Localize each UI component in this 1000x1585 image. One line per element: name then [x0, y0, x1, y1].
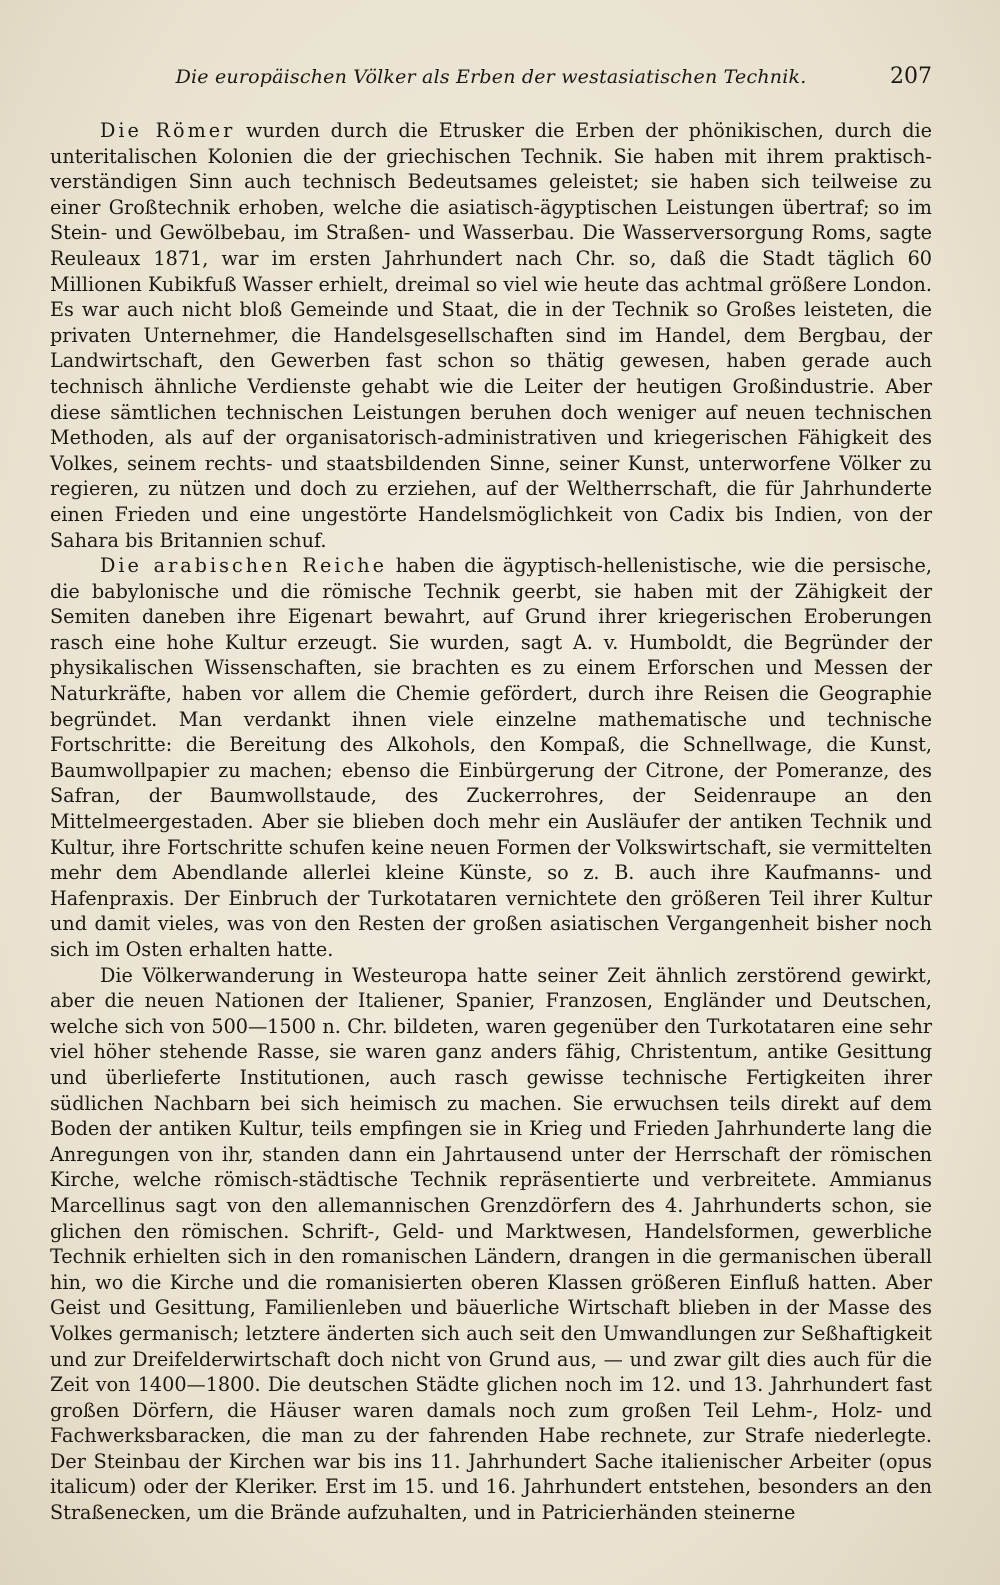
paragraph-arabische-reiche	[50, 553, 932, 963]
paragraph-voelkerwanderung	[50, 963, 932, 1526]
paragraph-roemer-text: wurden durch die Etrusker die Erben der phönikischen, durch die unteritalischen Kolonien die der griechischen Technik. Sie haben mit ihrem praktisch-verständigen Sinn auch technisch Bedeutsames geleistet; sie haben sich teilweise zu einer Großtechnik erhoben, welche die asiatisch-ägyptischen Leistungen übertraf; so im Stein- und Gewölbebau, im Straßen- und Wasserbau. Die Wasserversorgung Roms, sagte Reuleaux 1871, war im ersten Jahrhundert nach Chr. so, daß die Stadt täglich 60 Millionen Kubikfuß Wasser erhielt, dreimal so viel wie heute das achtmal größere London. Es war auch nicht bloß Gemeinde und Staat, die in der Technik so Großes leisteten, die privaten Unternehmer, die Handelsgesellschaften sind im Handel, dem Bergbau, der Landwirtschaft, den Gewerben fast schon so thätig gewesen, haben gerade auch technisch ähnliche Verdienste gehabt wie die Leiter der heutigen Großindustrie. Aber diese sämtlichen technischen Leistungen beruhen doch weniger auf neuen technischen Methoden, als auf der organisatorisch-administrativen und kriegerischen Fähigkeit des Volkes, seinem rechts- und staatsbildenden Sinne, seiner Kunst, unterworfene Völker zu regieren, zu nützen und doch zu erziehen, auf der Weltherrschaft, die für Jahrhunderte einen Frieden und eine ungestörte Handelsmöglichkeit von Cadix bis Indien, von der Sahara bis Britannien schuf.	[50, 119, 932, 552]
page-header	[50, 66, 932, 94]
emphasis-roemer: Die Römer	[100, 119, 236, 142]
paragraph-arabische-reiche-text: haben die ägyptisch-hellenistische, wie die persische, die babylonische und die römische Technik geerbt, sie haben mit der Zähigkeit der Semiten daneben ihre Eigenart bewahrt, auf Grund ihrer kriegerischen Eroberungen rasch eine hohe Kultur erzeugt. Sie wurden, sagt A. v. Humboldt, die Begründer der physikalischen Wissenschaften, sie brachten es zu einem Erforschen und Messen der Naturkräfte, haben vor allem die Chemie gefördert, durch ihre Reisen die Geographie begründet. Man verdankt ihnen viele einzelne mathematische und technische Fortschritte: die Bereitung des Alkohols, den Kompaß, die Schnellwage, die Kunst, Baumwollpapier zu machen; ebenso die Einbürgerung der Citrone, der Pomeranze, des Safran, der Baumwollstaude, des Zuckerrohres, der Seidenraupe an den Mittelmeergestaden. Aber sie blieben doch mehr ein Ausläufer der antiken Technik und Kultur, ihre Fortschritte schufen keine neuen Formen der Volkswirtschaft, sie vermittelten mehr dem Abendlande allerlei kleine Künste, so z. B. auch ihre Kaufmanns- und Hafenpraxis. Der Einbruch der Turkotataren vernichtete den größeren Teil ihrer Kultur und damit vieles, was von den Resten der großen asiatischen Vergangenheit bisher noch sich im Osten erhalten hatte.	[50, 554, 933, 961]
running-title: Die europäischen Völker als Erben der westasiatischen Technik.	[175, 66, 807, 88]
paragraph-voelkerwanderung-text: Die Völkerwanderung in Westeuropa hatte seiner Zeit ähnlich zerstörend gewirkt, aber die neuen Nationen der Italiener, Spanier, Franzosen, Engländer und Deutschen, welche sich von 500—1500 n. Chr. bildeten, waren gegenüber den Turkotataren eine sehr viel höher stehende Rasse, sie waren ganz anders fähig, Christentum, antike Gesittung und überlieferte Institutionen, auch rasch gewisse technische Fertigkeiten ihrer südlichen Nachbarn bei sich heimisch zu machen. Sie erwuchsen teils direkt auf dem Boden der antiken Kultur, teils empfingen sie in Krieg und Frieden Jahrhunderte lang die Anregungen von ihr, standen dann ein Jahrtausend unter der Herrschaft der römischen Kirche, welche römisch-städtische Technik repräsentierte und verbreitete. Ammianus Marcellinus sagt von den allemannischen Grenzdörfern des 4. Jahrhunderts schon, sie glichen den römischen. Schrift-, Geld- und Marktwesen, Handelsformen, gewerbliche Technik erhielten sich in den romanischen Ländern, drangen in die germanischen überall hin, wo die Kirche und die romanisierten oberen Klassen größeren Einfluß hatten. Aber Geist und Gesittung, Familienleben und bäuerliche Wirtschaft blieben in der Masse des Volkes germanisch; letztere änderten sich auch seit den Umwandlungen zur Seßhaftigkeit und zur Dreifelderwirtschaft doch nicht von Grund aus, — und zwar gilt dies auch für die Zeit von 1400—1800. Die deutschen Städte glichen noch im 12. und 13. Jahrhundert fast großen Dörfern, die Häuser waren damals noch zum großen Teil Lehm-, Holz- und Fachwerksbaracken, die man zu der fahrenden Habe rechnete, zur Strafe niederlegte. Der Steinbau der Kirchen war bis ins 11. Jahrhundert Sache italienischer Arbeiter (opus italicum) oder der Kleriker. Erst im 15. und 16. Jahrhundert entstehen, besonders an den Straßenecken, um die Brände aufzuhalten, und in Patricierhänden steinerne	[50, 963, 932, 1525]
paragraph-roemer	[50, 118, 932, 553]
page-number: 207	[890, 64, 932, 89]
emphasis-arabische-reiche: Die arabischen Reiche	[100, 554, 387, 578]
body-text	[50, 118, 932, 1585]
